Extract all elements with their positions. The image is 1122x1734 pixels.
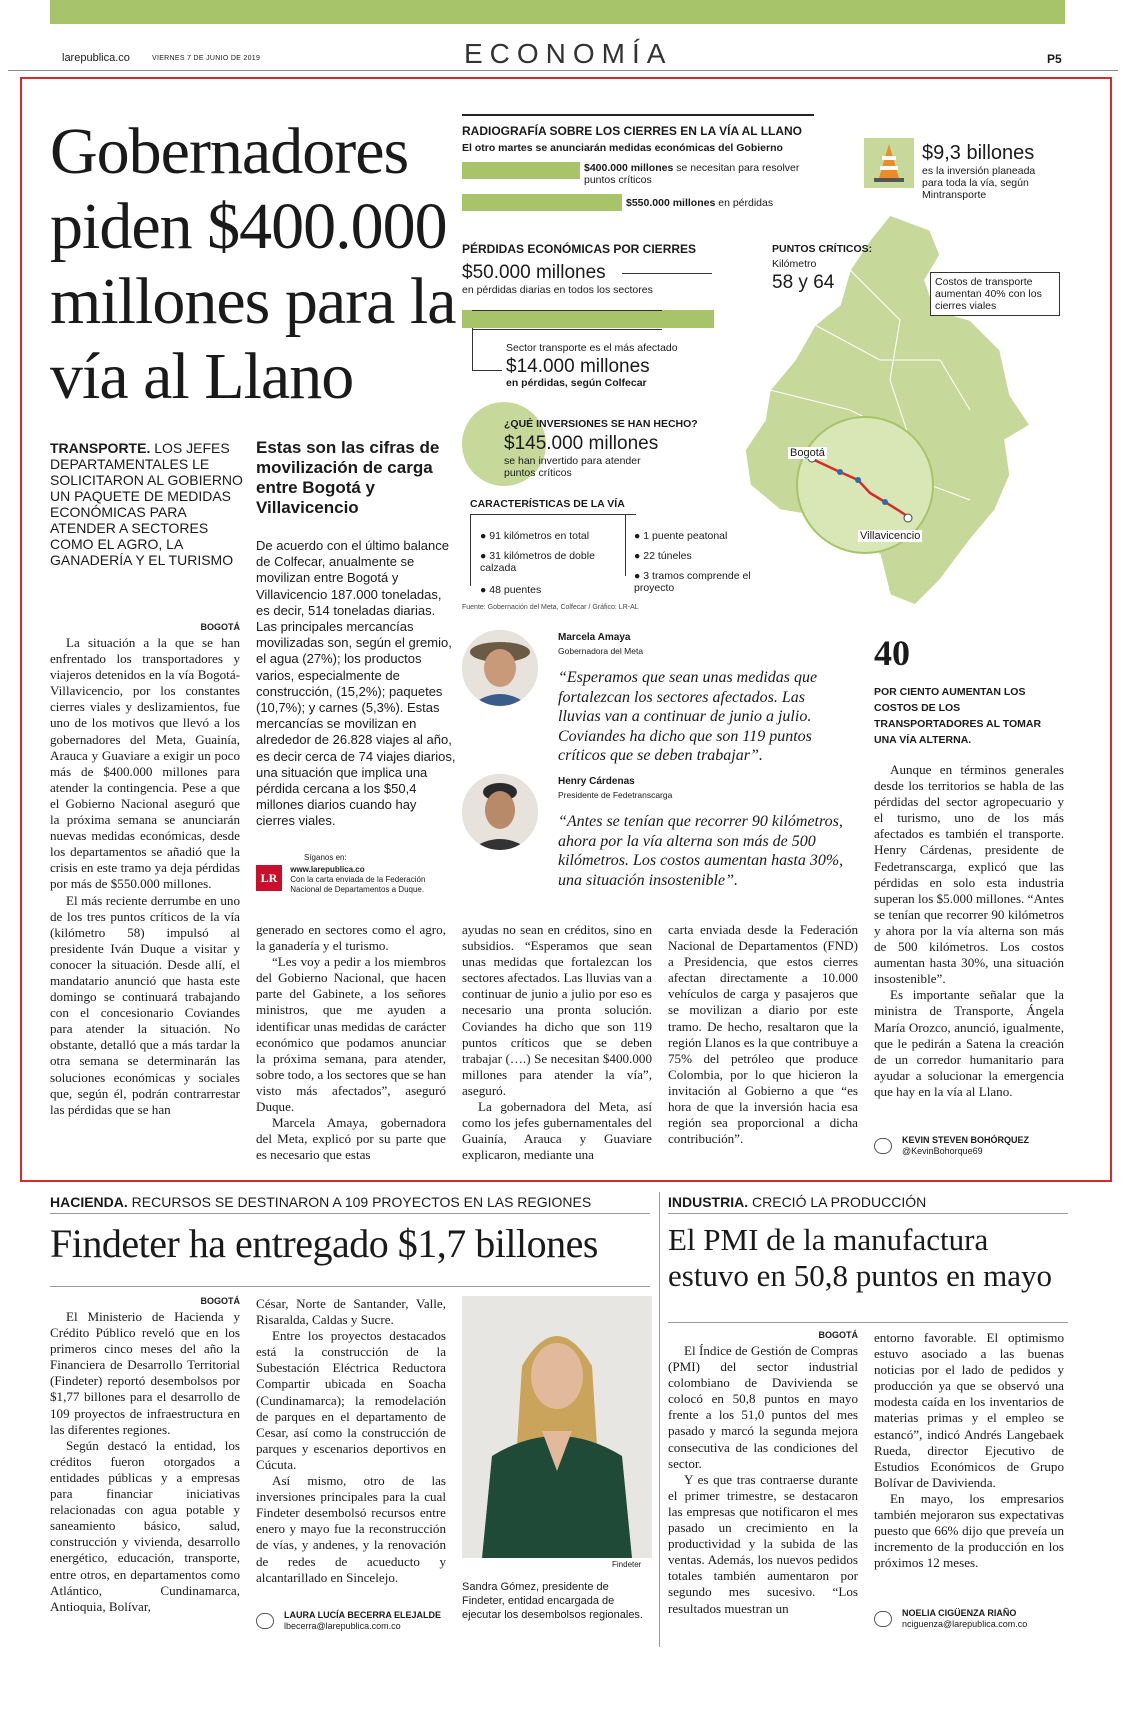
quote-1-text: “Esperamos que sean unas medidas que fortalezcan los sectores afectados. Las lluvias van a continuar de junio a julio. Coviandes ha dicho que son 119 puntos críticos que se deben trabajar”. — [558, 669, 818, 764]
byline-name: LAURA LUCÍA BECERRA ELEJALDE — [284, 1610, 442, 1620]
follow-box — [256, 853, 456, 895]
paragraph: El más reciente derrumbe en uno de los tres puntos críticos de la vía (kilómetro 58) impulsó al presidente Iván Duque a visitar y conocer la situación. Desde allí, el mandatario anunció que hasta este domingo se continuará trabajando con el concesionario Coviandes para atender la situación. No obstante, detalló que a más tardar la otra semana se determinarán las soluciones económicas y sociales que, según él, podrán contrarrestar las pérdidas que se han — [50, 892, 240, 1117]
transport-leader — [472, 328, 473, 370]
byline-name: NOELIA CIGÜENZA RIAÑO — [902, 1608, 1017, 1618]
investments-text: se han invertido para atender puntos críticos — [504, 455, 641, 479]
pmi-kicker-text: CRECIÓ LA PRODUCCIÓN — [752, 1194, 927, 1210]
column-divider — [659, 1192, 660, 1647]
map-city-villavicencio: Villavicencio — [860, 530, 921, 542]
pmi-col-2 — [874, 1330, 1064, 1571]
losses-title: PÉRDIDAS ECONÓMICAS POR CIERRES — [462, 242, 697, 256]
losses-bar-range — [472, 310, 662, 330]
big-stat-text: POR CIENTO AUMENTAN LOS COSTOS DE LOS TRANSPORTADORES AL TOMAR UNA VÍA ALTERNA. — [874, 686, 1042, 746]
losses-text: en pérdidas diarias en todos los sectores — [462, 284, 653, 296]
photo-credit: Findeter — [612, 1560, 642, 1569]
top-color-bar — [50, 0, 1065, 24]
sidebar-headline: Estas son las cifras de movilización de carga entre Bogotá y Villavicencio — [256, 438, 440, 517]
paragraph: Y es que tras contraerse durante el primer trimestre, se destacaron las empresas que notificaron el mes pasado un crecimiento en la productividad y la subida de las ventas. Además, los nuevos pedidos totales también aumentaron por segundo mes sucesivo. “Los resultados muestran un — [668, 1471, 858, 1616]
char-item: ● 1 puente peatonal — [634, 530, 728, 542]
byline-name: KEVIN STEVEN BOHÓRQUEZ — [902, 1135, 1030, 1145]
findeter-photo — [462, 1296, 652, 1558]
paragraph: Entre los proyectos destacados está la construcción de la Subestación Eléctrica Reductora Compartir ubicada en Soacha (Cundinamarca); la remodelación de parques en el departamento de Cesar, así como la construcción de parques y escenarios deportivos en Cúcuta. — [256, 1328, 446, 1472]
bar-400-value: $400.000 millones — [584, 162, 674, 174]
pmi-byline — [874, 1608, 1064, 1630]
follow-url[interactable]: www.larepublica.co — [290, 865, 365, 874]
byline-handle[interactable]: @KevinBohorque69 — [902, 1146, 983, 1156]
paragraph: Aunque en términos generales desde los territorios se habla de las pérdidas del sector agropecuario y el turismo, uno de los más afectados es también el transporte. Henry Cárdenas, presidente de Fedetranscarga, explicó que las pérdidas en solo esta industria superan los $5.000 millones. “Antes se tenían que recorrer 90 kilómetros y ahora por la vía alterna son más de 500 kilómetros. Los costos aumentan hasta 30%, una situación insostenible”. — [874, 762, 1064, 987]
paragraph: Es importante señalar que la ministra de Transporte, Ángela María Orozco, anunció, igualmente, que le pedirán a Satena la creación de un corredor humanitario para ayudar a solucionar la emergencia que hay en la vía al Llano. — [874, 987, 1064, 1099]
findeter-kicker-text: RECURSOS SE DESTINARON A 109 PROYECTOS EN LAS REGIONES — [131, 1194, 592, 1210]
paragraph: ayudas no sean en créditos, sino en subsidios. “Esperamos que sean unas medidas que fortalezcan los sectores afectados. Las lluvias van a continuar de junio a julio por eso es necesario una pronta solución. Coviandes ha dicho que son 119 puntos críticos que se deben trabajar (….) Se necesitan $400.000 millones para atender la vía”, aseguró. — [462, 922, 652, 1098]
paragraph: generado en sectores como el agro, la ganadería y el turismo. — [256, 922, 446, 954]
bar-400 — [462, 162, 580, 179]
transport-value: $14.000 millones — [506, 356, 650, 377]
char-item: ● 91 kilómetros en total — [480, 530, 590, 542]
char-item: ● 48 puentes — [480, 584, 542, 596]
findeter-kicker — [50, 1194, 650, 1210]
comment-icon — [256, 1613, 274, 1629]
pmi-kicker-label: INDUSTRIA. — [668, 1194, 749, 1210]
kicker-text: LOS JEFES DEPARTAMENTALES LE SOLICITARON AL GOBIERNO UN PAQUETE DE MEDIDAS ECONÓMICAS PARA ATENDER A SECTORES COMO EL AGRO, LA GANADERÍA Y EL TURISMO — [50, 440, 243, 568]
pmi-col-1 — [668, 1343, 858, 1617]
section-title: ECONOMÍA — [464, 38, 673, 69]
pmi-rule-2 — [668, 1322, 1068, 1323]
follow-label: Síganos en: — [304, 853, 347, 862]
findeter-col-1 — [50, 1309, 240, 1615]
char-item: ● 31 kilómetros de doble calzada — [480, 550, 595, 574]
bar-550-value: $550.000 millones — [626, 197, 716, 209]
issue-date: VIERNES 7 DE JUNIO DE 2019 — [152, 55, 261, 62]
dateline: BOGOTÁ — [200, 622, 240, 632]
losses-leader — [622, 273, 712, 274]
quote-2-name: Henry Cárdenas — [558, 776, 635, 787]
quote-2-text: “Antes se tenían que recorrer 90 kilómetros, ahora por la vía alterna son más de 500 kilómetros. Los costos aumentan hasta 30%, una situación insostenible”. — [558, 813, 844, 889]
pmi-kicker — [668, 1194, 1068, 1210]
avatar-marcela — [462, 630, 538, 706]
quote-2-role: Presidente de Fedetranscarga — [558, 790, 673, 800]
pmi-rule — [668, 1213, 1068, 1214]
critical-points-title: PUNTOS CRÍTICOS: — [772, 243, 873, 255]
comment-icon — [874, 1138, 892, 1154]
char-vline-left — [470, 514, 471, 586]
cone-icon — [864, 138, 914, 188]
pmi-dateline: BOGOTÁ — [818, 1330, 858, 1340]
lr-logo: LR — [256, 865, 282, 891]
colombia-map — [740, 210, 1040, 610]
critical-points-value: 58 y 64 — [772, 272, 835, 293]
bar-400-label — [584, 162, 824, 186]
investments-value: $145.000 millones — [504, 433, 659, 454]
paragraph: En mayo, los empresarios también mejoraron sus expectativas puesto que 66% dijo que preveía un incremento de la producción en los próximos 12 meses. — [874, 1490, 1064, 1571]
paragraph: César, Norte de Santander, Valle, Risaralda, Caldas y Sucre. — [256, 1296, 446, 1328]
main-col-2 — [256, 922, 446, 1163]
bar-550 — [462, 194, 622, 211]
paragraph: carta enviada desde la Federación Nacional de Departamentos (FND) a Presidencia, que estos cierres afectan directamente a 10.000 vehículos de carga y pasajeros que se movilizan a diario por este tramo. De hecho, resaltaron que la región Llanos es la que contribuye a 75% del petróleo que produce Colombia, por lo que hicieron la invitación al Gobierno a que “es hora de que la inversión hacia esa región sea proporcional a dicha contribución”. — [668, 922, 858, 1147]
losses-value: $50.000 millones — [462, 262, 606, 283]
critical-points-sub: Kilómetro — [772, 258, 817, 270]
main-col-5 — [874, 762, 1064, 1100]
findeter-dateline: BOGOTÁ — [200, 1296, 240, 1306]
paragraph: Marcela Amaya, gobernadora del Meta, explicó por su parte que es necesario que estas — [256, 1115, 446, 1163]
main-headline: Gobernadores piden $400.000 millones para la vía al Llano — [50, 115, 456, 413]
sidebar-body: De acuerdo con el último balance de Colfecar, anualmente se movilizan entre Bogotá y Villavicencio 187.000 toneladas, es decir, 514 toneladas diarias. Las principales mercancías movilizadas son, según el gremio, el agua (27%); los productos varios, especialmente de construcción, (15,2%); paquetes (10,7%); y carnes (5,3%). Estas mercancías se movilizan en alrededor de 26.828 viajes al año, es decir cerca de 74 viajes diarios, una situación que implica una pérdida cercana a los $50,4 millones diarios cuando hay cierres viales. — [256, 538, 456, 829]
main-col-4 — [668, 922, 858, 1147]
paragraph: entorno favorable. El optimismo estuvo asociado a las buenas noticias por el lado de pedidos y producción ya que se observó una modesta caída en los inventarios de materias primas y el empleo se estancó”, indicó Andrés Langebaek Rueda, director Ejecutivo de Estudios Económicos de Grupo Bolívar de Davivienda. — [874, 1330, 1064, 1490]
site-name[interactable]: larepublica.co — [62, 52, 130, 64]
bar-550-text: en pérdidas — [718, 197, 774, 209]
paragraph: La situación a la que se han enfrentado los transportadores y viajeros detenidos en la vía Bogotá-Villavicencio, por los constantes cierres viales y deslizamientos, fue uno de los motivos que llevó a los gobernadores del Meta, Guainía, Arauca y Guaviare a exigir un poco más de $400.000 millones para atender la contingencia. Pese a que el Gobierno Nacional aseguró que la próxima semana se anunciarán nuevas medidas económicas, desde los departamentos se añadió que la crisis en este tramo ya deja pérdidas por más de $550.000 millones. — [50, 635, 240, 892]
char-vline-right — [625, 514, 626, 576]
invest-question: ¿QUÉ INVERSIONES SE HAN HECHO? — [504, 418, 698, 430]
pmi-headline: El PMI de la manufactura estuvo en 50,8 puntos en mayo — [668, 1222, 1053, 1293]
findeter-rule — [50, 1213, 650, 1214]
graphic-subtitle: El otro martes se anunciarán medidas económicas del Gobierno — [462, 142, 783, 154]
transport-text: en pérdidas, según Colfecar — [506, 377, 647, 389]
paragraph: Así mismo, otro de las inversiones principales para la cual Findeter desembolsó recursos entre enero y mayo fue la reconstrucción de vías, y andenes, y la renovación de redes de acueducto y alcantarillado en Sincelejo. — [256, 1473, 446, 1585]
paragraph: La gobernadora del Meta, así como los jefes gubernamentales del Guainía, Arauca y Guaviare explicaron, mediante una — [462, 1099, 652, 1163]
char-rule — [470, 514, 636, 515]
graphic-rule — [462, 114, 814, 116]
quote-1-name: Marcela Amaya — [558, 632, 631, 643]
quote-1-role: Gobernadora del Meta — [558, 646, 644, 656]
big-stat: 40 — [874, 633, 910, 673]
findeter-col-2 — [256, 1296, 446, 1586]
main-col-1 — [50, 635, 240, 1118]
header-rule — [8, 70, 1118, 71]
map-city-bogota: Bogotá — [790, 447, 825, 459]
paragraph: El Ministerio de Hacienda y Crédito Público reveló que en los primeros cinco meses del año la Financiera de Desarrollo Territorial (Findeter) reportó desembolsos por $1,77 billones para el desarrollo de 109 proyectos de infraestructura en las diferentes regiones. — [50, 1309, 240, 1437]
transport-leader-h — [472, 370, 502, 371]
main-col-3 — [462, 922, 652, 1163]
graphic-title: RADIOGRAFÍA SOBRE LOS CIERRES EN LA VÍA AL LLANO — [462, 124, 803, 138]
byline-handle[interactable]: nciguenza@larepublica.com.co — [902, 1619, 1028, 1629]
main-byline — [874, 1135, 1064, 1157]
bar-550-label — [626, 197, 773, 209]
follow-note: Con la carta enviada de la Federación Nacional de Departamentos a Duque. — [290, 875, 426, 894]
findeter-kicker-label: HACIENDA. — [50, 1194, 128, 1210]
findeter-headline: Findeter ha entregado $1,7 billones — [50, 1221, 598, 1266]
char-item: ● 3 tramos comprende el proyecto — [634, 570, 751, 594]
paragraph: “Les voy a pedir a los miembros del Gobierno Nacional, que hacen parte del Gabinete, a los señores ministros, que me ayuden a identificar unas medidas de carácter económico que podamos anunciar la próxima semana, para atender, sobre todo, a los sectores que se han visto más afectados”, aseguró Duque. — [256, 954, 446, 1115]
avatar-henry — [462, 774, 538, 850]
page-number: P5 — [1047, 52, 1062, 66]
paragraph: El Índice de Gestión de Compras (PMI) del sector industrial colombiano de Davivienda se colocó en 50,8 puntos en mayo frente a los 51,0 puntos del mes pasado y marcó la segunda mejora consecutiva de las condiciones del sector. — [668, 1343, 858, 1471]
comment-icon — [874, 1611, 892, 1627]
photo-caption: Sandra Gómez, presidente de Findeter, entidad encargada de ejecutar los desembolsos regionales. — [462, 1581, 643, 1621]
bar-400-text: se necesitan para resolver puntos críticos — [584, 162, 800, 186]
char-item: ● 22 túneles — [634, 550, 692, 562]
paragraph: Según destacó la entidad, los créditos fueron otorgados a entidades públicas y a empresas para financiar iniciativas relacionadas con agua potable y saneamiento básico, salud, construcción y vivienda, desarrollo energético, educación, transporte, entre otros, en departamentos como Atlántico, Cundinamarca, Antioquia, Bolívar, — [50, 1437, 240, 1614]
main-kicker — [50, 440, 250, 568]
findeter-byline — [256, 1610, 446, 1632]
graphic-source: Fuente: Gobernación del Meta, Colfecar / Gráfico: LR-AL — [462, 604, 639, 611]
char-title: CARACTERÍSTICAS DE LA VÍA — [470, 498, 625, 510]
byline-handle[interactable]: lbecerra@larepublica.com.co — [284, 1621, 401, 1631]
kicker-label: TRANSPORTE. — [50, 440, 151, 456]
findeter-rule-2 — [50, 1286, 650, 1287]
invest-text: es la inversión planeada para toda la vía, según Mintransporte — [922, 165, 1036, 201]
costs-note: Costos de transporte aumentan 40% con los cierres viales — [930, 272, 1060, 316]
transport-note: Sector transporte es el más afectado — [506, 342, 678, 354]
invest-value: $9,3 billones — [922, 142, 1035, 164]
